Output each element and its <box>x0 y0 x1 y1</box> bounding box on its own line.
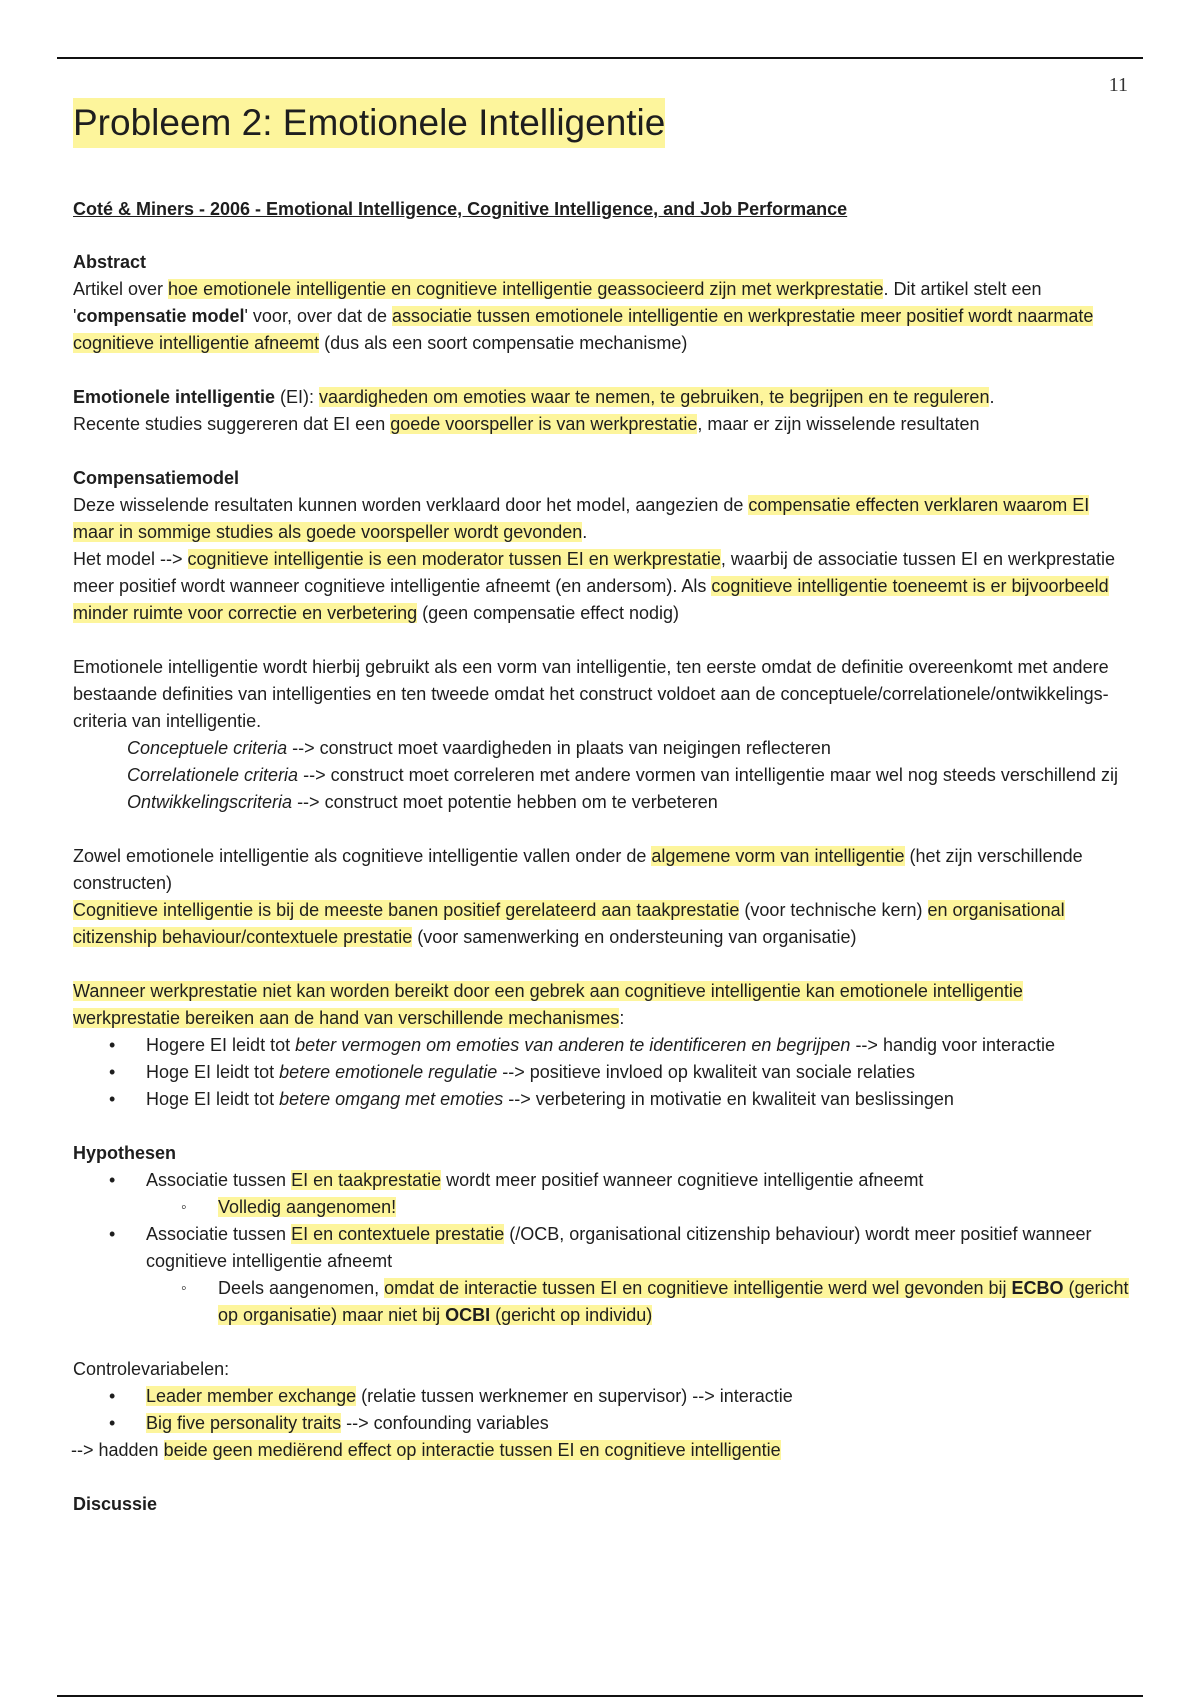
compensation-heading: Compensatiemodel <box>73 468 240 488</box>
mechanisms-paragraph: Wanneer werkprestatie niet kan worden bereikt door een gebrek aan cognitieve intelligentie kan emotionele intelligentie werkprestatie bereiken aan de hand van verschillende mechanismes: <box>73 981 1023 1028</box>
abstract-paragraph: Artikel over hoe emotionele intelligentie en cognitieve intelligentie geassocieerd zijn met werkprestatie. Dit artikel stelt een 'compensatie model' voor, over dat de associatie tussen emotionele intelligentie en werkprestatie meer positief wordt naarmate cognitieve intelligentie afneemt (dus als een soort compensatie mechanisme) <box>73 279 1094 353</box>
ei-studies: Recente studies suggereren dat EI een goede voorspeller is van werkprestatie, maar er zijn wisselende resultaten <box>73 414 980 434</box>
hypotheses-list <box>73 1167 1133 1194</box>
hypothesis-1-result <box>73 1194 1133 1221</box>
control-variables-conclusion: --> hadden beide geen mediërend effect op interactie tussen EI en cognitieve intelligentie <box>71 1440 781 1460</box>
article-title: Coté & Miners - 2006 - Emotional Intelligence, Cognitive Intelligence, and Job Performance <box>73 199 848 219</box>
list-item: • Hoge EI leidt tot betere omgang met emoties --> verbetering in motivatie en kwaliteit van beslissingen <box>73 1086 1133 1113</box>
hypotheses-heading: Hypothesen <box>73 1143 177 1163</box>
bottom-rule <box>57 1695 1143 1697</box>
control-variables-list <box>73 1383 1133 1437</box>
list-item: • Big five personality traits --> confounding variables <box>73 1410 1133 1437</box>
hypothesis-2-result <box>73 1275 1133 1329</box>
criteria-correlational: Correlationele criteria --> construct moet correleren met andere vormen van intelligentie maar wel nog steeds verschillend zij <box>127 765 1118 785</box>
page-number: 11 <box>1108 74 1128 96</box>
list-item: • Associatie tussen EI en taakprestatie wordt meer positief wanneer cognitieve intelligentie afneemt <box>73 1167 1133 1194</box>
criteria-intro: Emotionele intelligentie wordt hierbij gebruikt als een vorm van intelligentie, ten eerste omdat de definitie overeenkomt met andere bestaande definities van intelligenties en ten tweede omdat het construct voldoet aan de conceptuele/correlationele/ontwikkelings-criteria van intelligentie. <box>73 657 1109 731</box>
list-item: • Hogere EI leidt tot beter vermogen om emoties van anderen te identificeren en begrijpen --> handig voor interactie <box>73 1032 1133 1059</box>
list-item: ◦ Deels aangenomen, omdat de interactie tussen EI en cognitieve intelligentie werd wel gevonden bij ECBO (gericht op organisatie) maar niet bij OCBI (gericht op individu) <box>73 1275 1133 1329</box>
list-item: ◦ Volledig aangenomen! <box>73 1194 1133 1221</box>
discussion-heading: Discussie <box>73 1494 158 1514</box>
general-intelligence-paragraph: Zowel emotionele intelligentie als cognitieve intelligentie vallen onder de algemene vorm van intelligentie (het zijn verschillende constructen) <box>73 846 1083 893</box>
cognitive-performance-paragraph: Cognitieve intelligentie is bij de meeste banen positief gerelateerd aan taakprestatie (voor technische kern) en organisational citizenship behaviour/contextuele prestatie (voor samenwerking en ondersteuning van organisatie) <box>73 900 1065 947</box>
hypotheses-list-2 <box>73 1221 1133 1275</box>
criteria-developmental: Ontwikkelingscriteria --> construct moet potentie hebben om te verbeteren <box>127 792 718 812</box>
list-item: • Hoge EI leidt tot betere emotionele regulatie --> positieve invloed op kwaliteit van sociale relaties <box>73 1059 1133 1086</box>
compensation-paragraph-2: Het model --> cognitieve intelligentie is een moderator tussen EI en werkprestatie, waarbij de associatie tussen EI en werkprestatie meer positief wordt wanneer cognitieve intelligentie afneemt (en andersom). Als cognitieve intelligentie toeneemt is er bijvoorbeeld minder ruimte voor correctie en verbetering (geen compensatie effect nodig) <box>73 549 1116 623</box>
criteria-conceptual: Conceptuele criteria --> construct moet vaardigheden in plaats van neigingen reflecteren <box>127 738 831 758</box>
compensation-paragraph-1: Deze wisselende resultaten kunnen worden verklaard door het model, aangezien de compensatie effecten verklaren waarom EI maar in sommige studies als goede voorspeller wordt gevonden. <box>73 495 1090 542</box>
page-title: Probleem 2: Emotionele Intelligentie <box>73 98 665 148</box>
abstract-heading: Abstract <box>73 252 147 272</box>
mechanisms-list <box>73 1032 1133 1113</box>
list-item: • Leader member exchange (relatie tussen werknemer en supervisor) --> interactie <box>73 1383 1133 1410</box>
top-rule <box>57 57 1143 59</box>
control-variables-heading: Controlevariabelen: <box>73 1359 230 1379</box>
document-body <box>73 98 1133 1518</box>
ei-definition: Emotionele intelligentie (EI): vaardigheden om emoties waar te nemen, te gebruiken, te begrijpen en te reguleren. <box>73 387 995 407</box>
list-item: • Associatie tussen EI en contextuele prestatie (/OCB, organisational citizenship behaviour) wordt meer positief wanneer cognitieve intelligentie afneemt <box>73 1221 1133 1275</box>
